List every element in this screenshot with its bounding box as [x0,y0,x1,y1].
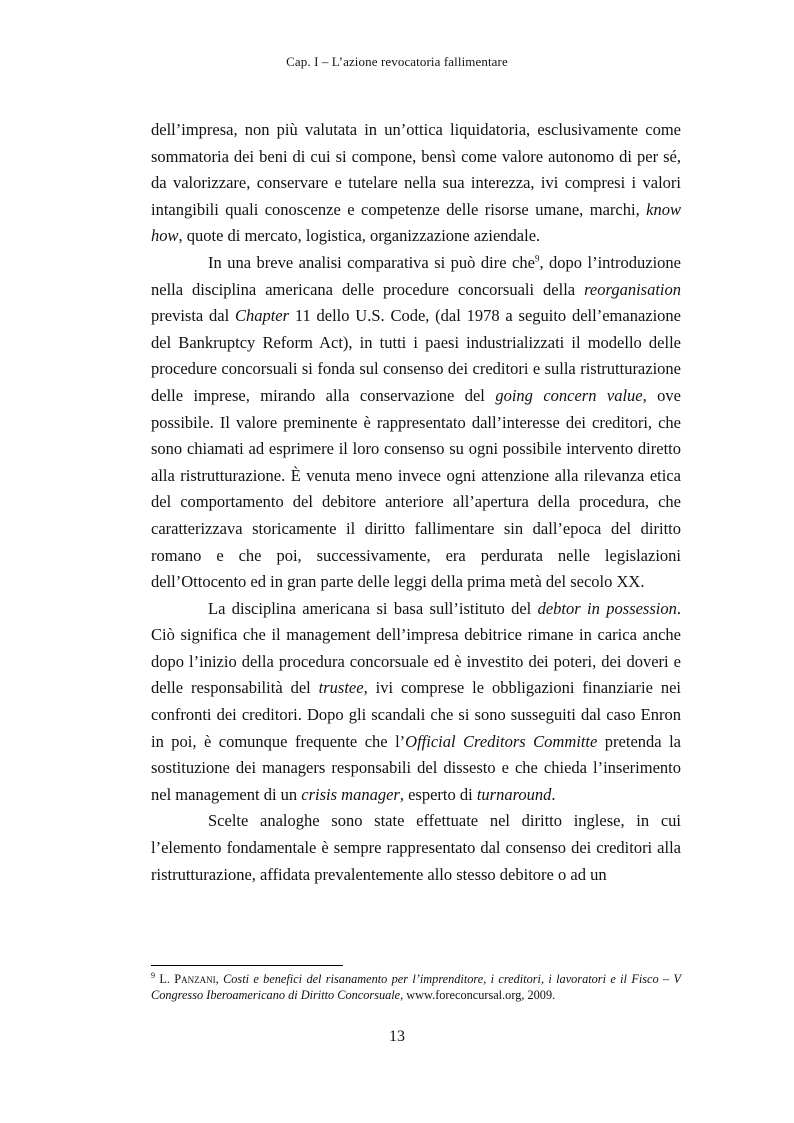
footnote-reference[interactable]: 9 [534,253,540,264]
italic-term: trustee [318,678,364,698]
text-run: , [215,972,224,986]
text-run: , esperto di [399,784,477,804]
text-run: 11 dello U.S. Code, (dal 1978 a seguito dell’emanazione del Bankruptcy Reform Act), in tutti i paesi industrializzati il modello delle procedure concorsuali si fonda sul consenso dei creditori e sulla ristrutturazione delle imprese, mirando alla conservazione del [151,306,681,405]
text-run: pretenda la sostituzione dei managers responsabili del dissesto e che chieda l’inserimento nel management di un [151,731,681,804]
italic-term: know how [151,199,681,246]
text-run: Scelte analoghe sono state effettuate nel diritto inglese, in cui l’elemento fondamentale è sempre rappresentato dal consenso dei creditori alla ristrutturazione, affidata prevalentemente allo stesso debitore o ad un [151,811,681,884]
italic-term: crisis manager [301,784,400,804]
text-run: prevista dal [151,306,235,326]
paragraph-2 [151,250,681,596]
italic-term: Chapter [234,306,290,326]
text-run: La disciplina americana si basa sull’istituto del [208,598,538,618]
text-run: , ove possibile. Il valore preminente è rappresentato dall’interesse dei creditori, che sono chiamati ad esprimere il loro consenso su ogni possibile intervento diretto alla ristrutturazione. È venuta meno invece ogni attenzione alla rilevanza etica del comportamento del debitore anteriore all’apertura della procedura, che caratterizzava storicamente il diritto fallimentare sin dall’epoca del diritto romano e che poi, successivamente, era perdurata nelle legislazioni dell’Ottocento ed in gran parte delle leggi della prima metà del secolo XX. [151,385,681,592]
footnote-author: Panzani [174,972,216,986]
text-run: , ivi comprese le obbligazioni finanziarie nei confronti dei creditori. Dopo gli scandali che si sono susseguiti dal caso Enron in poi, è comunque frequente che l’ [151,678,681,751]
italic-term: reorganisation [584,279,681,299]
footnote-source: , www.foreconcursal.org, 2009. [400,987,556,1002]
footnote-title: Costi e benefici del risanamento per l’imprenditore, i creditori, i lavoratori e il Fisco – V Congresso Iberoamericano di Diritto Concorsuale [151,972,681,1002]
text-run: . [551,784,556,804]
body-text [151,117,681,888]
page-number: 13 [389,1028,405,1045]
paragraph-1 [151,117,681,250]
italic-term: Official Creditors Committe [405,731,598,751]
running-header: Cap. I – L’azione revocatoria fallimentare [286,54,508,69]
footnote-separator [151,965,343,966]
paragraph-3 [151,596,681,809]
paragraph-4 [151,808,681,888]
text-run: , quote di mercato, logistica, organizzazione aziendale. [178,226,541,246]
footnote [151,972,681,1003]
footnote-number: 9 [151,970,155,980]
text-run: . Ciò significa che il management dell’impresa debitrice rimane in carica anche dopo l’inizio della procedura concorsuale ed è investito dei poteri, dei doveri e delle responsabilità del [151,598,681,698]
italic-term: turnaround [476,784,552,804]
italic-term: debtor in possession [537,598,677,618]
text-run: , dopo l’introduzione nella disciplina americana delle procedure concorsuali della [151,252,681,299]
italic-term: going concern value [495,385,643,405]
text-run: In una breve analisi comparativa si può dire che [208,252,535,272]
text-run: dell’impresa, non più valutata in un’ottica liquidatoria, esclusivamente come sommatoria dei beni di cui si compone, bensì come valore autonomo di per sé, da valorizzare, conservare e tutelare nella sua interezza, ivi compresi i valori intangibili quali conoscenze e competenze delle risorse umane, marchi, [151,120,681,219]
footnote-author-initial: L. [159,972,175,986]
